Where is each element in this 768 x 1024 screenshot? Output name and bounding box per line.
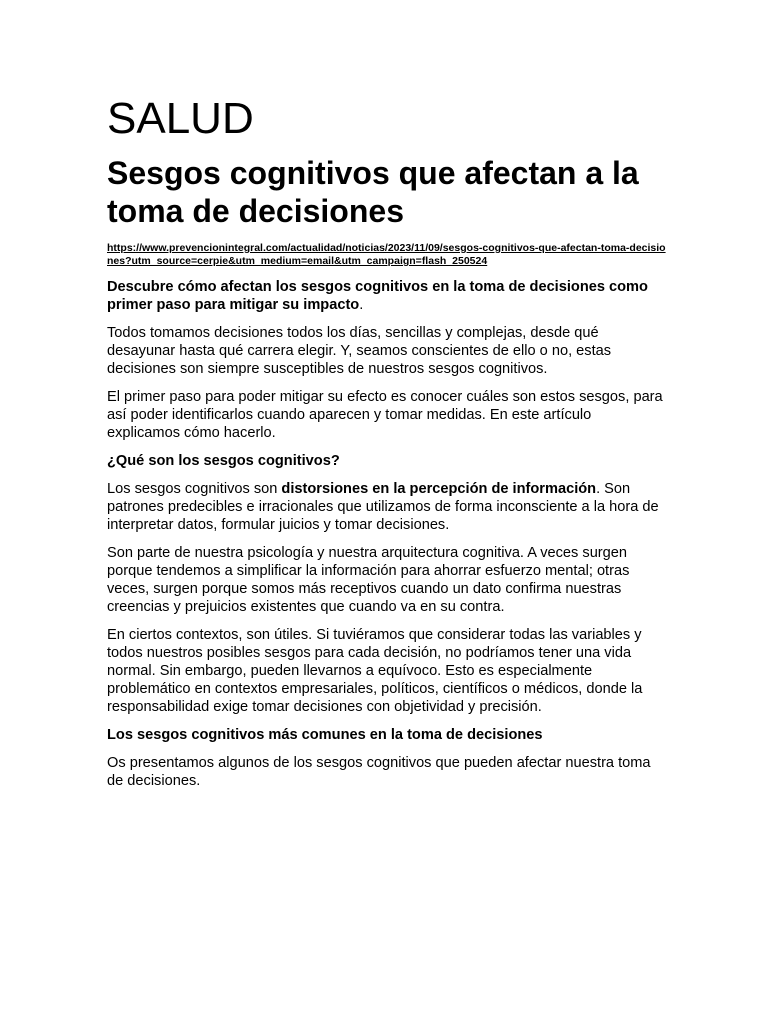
paragraph-3	[107, 480, 667, 534]
source-link[interactable]: https://www.prevencionintegral.com/actualidad/noticias/2023/11/09/sesgos-cognitivos-que-afectan-toma-decisiones?utm_source=cerpie&utm_medium=email&utm_campaign=flash_250524	[107, 242, 666, 267]
p3-bold-text: distorsiones en la percepción de información	[281, 481, 597, 497]
lead-text: Descubre cómo afectan los sesgos cognitivos en la toma de decisiones como primer paso para mitigar su impacto	[107, 279, 648, 313]
subheading-common-biases: Los sesgos cognitivos más comunes en la toma de decisiones	[107, 727, 543, 743]
subheading-what-are: ¿Qué son los sesgos cognitivos?	[107, 453, 340, 469]
article-lead	[107, 278, 667, 314]
paragraph-2: El primer paso para poder mitigar su efecto es conocer cuáles son estos sesgos, para así poder identificarlos cuando aparecen y tomar medidas. En este artículo explicamos cómo hacerlo.	[107, 389, 663, 441]
article-title: Sesgos cognitivos que afectan a la toma de decisiones	[107, 155, 639, 229]
section-label: SALUD	[107, 94, 254, 143]
p3-text-after: . Son patrones predecibles e irracionales que utilizamos de forma inconsciente a la hora de interpretar datos, formular juicios y tomar decisiones.	[107, 481, 659, 533]
paragraph-6: Os presentamos algunos de los sesgos cognitivos que pueden afectar nuestra toma de decisiones.	[107, 755, 651, 789]
lead-period: .	[359, 297, 364, 313]
paragraph-5: En ciertos contextos, son útiles. Si tuviéramos que considerar todas las variables y todos nuestros posibles sesgos para cada decisión, no podríamos tener una vida normal. Sin embargo, pueden llevarnos a equívoco. Esto es especialmente problemático en contextos empresariales, políticos, científicos o médicos, donde la responsabilidad exige tomar decisiones con objetividad y precisión.	[107, 627, 643, 715]
paragraph-1: Todos tomamos decisiones todos los días, sencillas y complejas, desde qué desayunar hasta qué carrera elegir. Y, seamos conscientes de ello o no, estas decisiones son siempre susceptibles de nuestros sesgos cognitivos.	[107, 325, 612, 377]
document-page	[107, 92, 667, 800]
paragraph-4: Son parte de nuestra psicología y nuestra arquitectura cognitiva. A veces surgen porque tendemos a simplificar la información para ahorrar esfuerzo mental; otras veces, surgen porque somos más receptivos cuando un dato confirma nuestras creencias y prejuicios existentes que cuando va en su contra.	[107, 545, 630, 615]
p3-text-before: Los sesgos cognitivos son	[107, 481, 282, 497]
